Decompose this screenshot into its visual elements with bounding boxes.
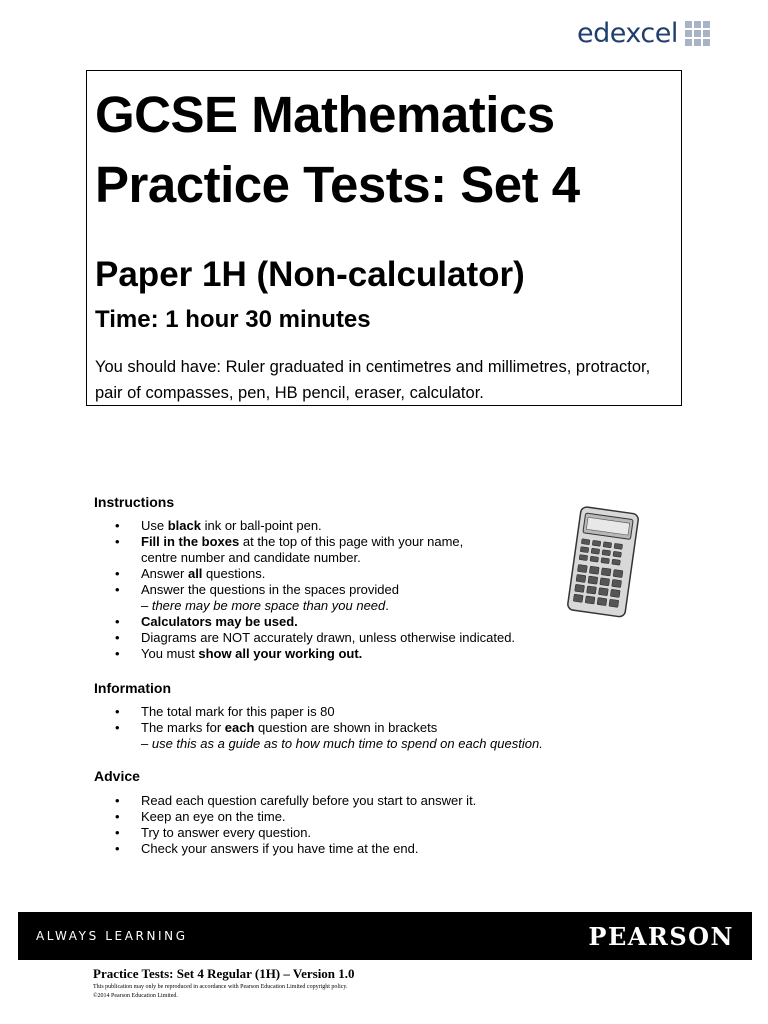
list-item: • The total mark for this paper is 80 bbox=[115, 704, 335, 719]
list-item: • Keep an eye on the time. bbox=[115, 809, 286, 824]
list-item: • Use black ink or ball-point pen. bbox=[115, 518, 322, 533]
logo-grid-icon bbox=[685, 21, 710, 46]
list-item: • Read each question carefully before you start to answer it. bbox=[115, 793, 477, 808]
calculator-icon bbox=[566, 506, 642, 618]
version-line: Practice Tests: Set 4 Regular (1H) – Version 1.0 bbox=[93, 966, 355, 981]
information-heading: Information bbox=[94, 680, 171, 696]
list-item: • Answer the questions in the spaces provided – there may be more space than you need. bbox=[115, 582, 399, 613]
list-item: • Diagrams are NOT accurately drawn, unless otherwise indicated. bbox=[115, 630, 516, 645]
list-item: • Calculators may be used. bbox=[115, 614, 298, 629]
advice-heading: Advice bbox=[94, 768, 140, 784]
always-learning-tagline: ALWAYS LEARNING bbox=[36, 929, 188, 943]
instructions-heading: Instructions bbox=[94, 494, 175, 510]
list-item: • Fill in the boxes at the top of this page with your name, centre number and candidate number. bbox=[115, 534, 464, 565]
instructions-list bbox=[115, 518, 515, 662]
title-line-1: GCSE Mathematics bbox=[95, 86, 555, 143]
list-item: • Try to answer every question. bbox=[115, 825, 312, 840]
list-item: • Check your answers if you have time at the end. bbox=[115, 841, 419, 856]
edexcel-logo bbox=[577, 20, 710, 47]
logo-text: edexcel bbox=[577, 18, 678, 49]
copyright-policy: This publication may only be reproduced in accordance with Pearson Education Limited copyright policy. bbox=[93, 984, 348, 990]
equipment-text: You should have: Ruler graduated in centimetres and millimetres, protractor, pair of compasses, pen, HB pencil, eraser, calculator. bbox=[95, 358, 651, 402]
advice-list bbox=[115, 793, 476, 857]
list-item: • Answer all questions. bbox=[115, 566, 266, 581]
paper-title: Paper 1H (Non-calculator) bbox=[95, 255, 525, 294]
title-line-2: Practice Tests: Set 4 bbox=[95, 156, 580, 213]
list-item: • The marks for each question are shown in brackets – use this as a guide as to how much time to spend on each question. bbox=[115, 720, 543, 751]
time-allowed: Time: 1 hour 30 minutes bbox=[95, 306, 371, 333]
title-box bbox=[86, 70, 682, 406]
copyright-notice: ©2014 Pearson Education Limited. bbox=[93, 993, 178, 999]
pearson-logo: PEARSON bbox=[588, 922, 734, 951]
list-item: • You must show all your working out. bbox=[115, 646, 363, 661]
information-list bbox=[115, 704, 543, 752]
footer-bar bbox=[18, 912, 752, 960]
